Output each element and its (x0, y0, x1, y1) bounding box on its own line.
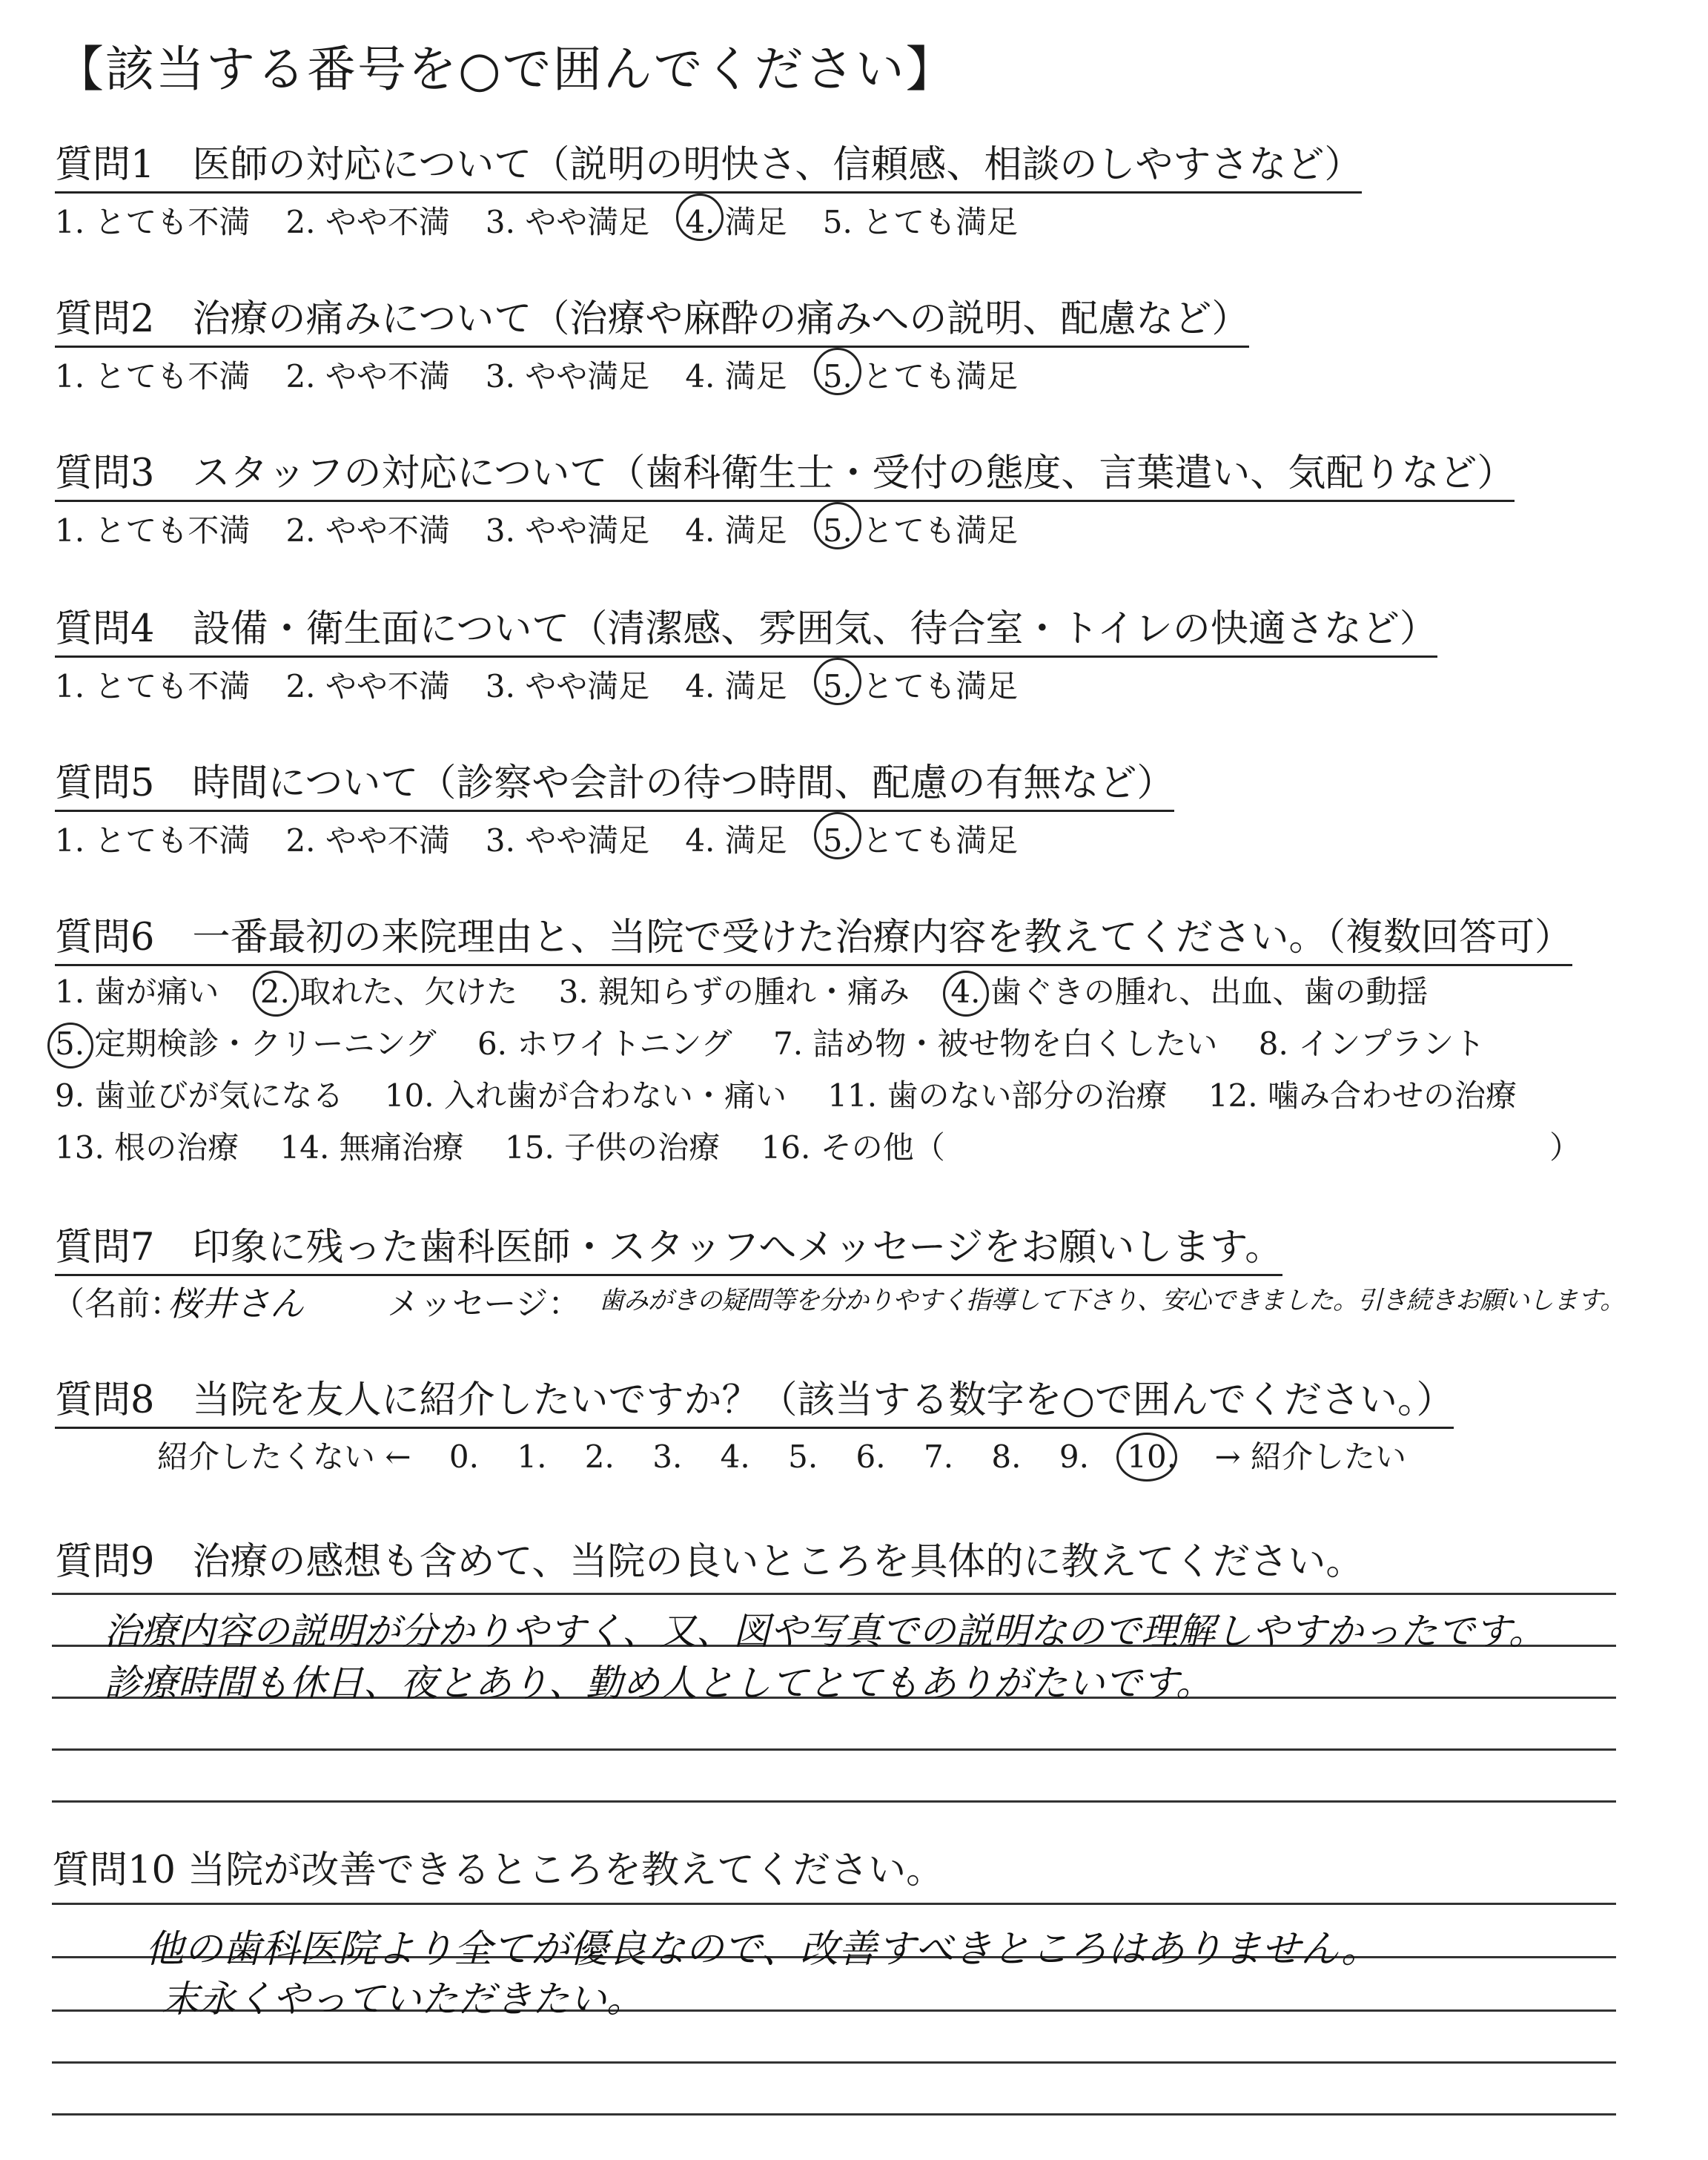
q3-option-4[interactable]: 4. 満足 (685, 512, 787, 549)
q6-row-4 (55, 1122, 1580, 1174)
q1-option-2[interactable]: 2. やや不満 (285, 204, 450, 240)
q8-scale-3[interactable]: 3. (652, 1439, 683, 1475)
question-1 (55, 133, 1362, 242)
question-4-title: 質問4 設備・衛生面について（清潔感、雰囲気、待合室・トイレの快適さなど） (55, 598, 1437, 658)
question-2 (55, 288, 1249, 397)
q9-answer-line-1[interactable]: 治療内容の説明が分かりやすく、又、図や写真での説明なので理解しやすかったです。 (104, 1610, 1546, 1653)
q6-option-14[interactable]: 14. 無痛治療 (279, 1129, 464, 1166)
q4-option-1[interactable]: 1. とても不満 (55, 668, 251, 704)
q3-option-5-selected[interactable]: 5. とても満足 (823, 506, 1018, 551)
q6-row-2 (55, 1018, 1580, 1070)
q7-name-value[interactable]: 桜井さん (168, 1284, 304, 1324)
q10-line-5 (52, 2113, 1616, 2116)
question-4-options (55, 662, 1437, 707)
q7-message-value[interactable]: 歯みがきの疑問等を分かりやすく指導して下さり、安心できました。引き続きお願いします。 (599, 1286, 1625, 1315)
q10-line-1 (52, 1903, 1616, 1905)
q6-row-1 (55, 966, 1580, 1018)
q5-option-3[interactable]: 3. やや満足 (485, 822, 650, 859)
q6-option-9[interactable]: 9. 歯並びが気になる (55, 1077, 344, 1114)
q8-scale (157, 1433, 1434, 1477)
question-1-options (55, 198, 1362, 242)
q6-option-15[interactable]: 15. 子供の治療 (505, 1129, 721, 1166)
q6-other-close-paren: ） (1549, 1129, 1581, 1166)
q9-line-4 (52, 1748, 1616, 1751)
q8-scale-7[interactable]: 7. (923, 1439, 954, 1475)
q5-option-4[interactable]: 4. 満足 (685, 822, 787, 859)
question-1-title: 質問1 医師の対応について（説明の明快さ、信頼感、相談のしやすさなど） (55, 133, 1362, 194)
q5-option-2[interactable]: 2. やや不満 (285, 822, 450, 859)
q4-option-3[interactable]: 3. やや満足 (485, 668, 650, 704)
q9-line-1 (52, 1593, 1616, 1595)
q6-option-11[interactable]: 11. 歯のない部分の治療 (827, 1077, 1168, 1114)
q8-left-label: 紹介したくない ← (157, 1439, 411, 1475)
q3-option-2[interactable]: 2. やや不満 (285, 512, 450, 549)
q1-option-3[interactable]: 3. やや満足 (485, 204, 650, 240)
q10-answer-line-1[interactable]: 他の歯科医院より全てが優良なので、改善すべきところはありません。 (145, 1927, 1380, 1972)
q6-row-3 (55, 1070, 1580, 1122)
q9-line-5 (52, 1800, 1616, 1803)
q10-answer-line-2[interactable]: 末永くやっていただきたい。 (162, 1978, 643, 2021)
q8-scale-5[interactable]: 5. (788, 1439, 818, 1475)
q6-option-2-selected[interactable]: 2. 取れた、欠けた (260, 966, 517, 1018)
q2-option-5-selected[interactable]: 5. とても満足 (823, 352, 1018, 397)
q1-option-1[interactable]: 1. とても不満 (55, 204, 251, 240)
q5-option-5-selected[interactable]: 5. とても満足 (823, 816, 1018, 861)
question-10-title: 質問10 当院が改善できるところを教えてください。 (52, 1849, 944, 1892)
question-6 (55, 906, 1580, 1174)
question-2-options (55, 352, 1249, 397)
q6-option-16[interactable]: 16. その他（ (761, 1129, 945, 1166)
q4-option-4[interactable]: 4. 満足 (685, 668, 787, 704)
q8-scale-9[interactable]: 9. (1059, 1439, 1089, 1475)
page-header: 【該当する番号を○で囲んでください】 (55, 41, 956, 98)
question-4 (55, 598, 1437, 707)
q2-option-3[interactable]: 3. やや満足 (485, 358, 650, 394)
question-7 (55, 1216, 1282, 1276)
q6-option-13[interactable]: 13. 根の治療 (55, 1129, 239, 1166)
q7-name-label: （名前： (52, 1285, 182, 1323)
q8-scale-1[interactable]: 1. (517, 1439, 547, 1475)
q8-scale-4[interactable]: 4. (720, 1439, 750, 1475)
q8-scale-8[interactable]: 8. (991, 1439, 1022, 1475)
q6-option-10[interactable]: 10. 入れ歯が合わない・痛い (384, 1077, 787, 1114)
q10-line-4 (52, 2061, 1616, 2064)
q3-option-1[interactable]: 1. とても不満 (55, 512, 251, 549)
q3-option-3[interactable]: 3. やや満足 (485, 512, 650, 549)
question-3-options (55, 506, 1515, 551)
question-5-options (55, 816, 1174, 861)
question-7-title: 質問7 印象に残った歯科医師・スタッフへメッセージをお願いします。 (55, 1216, 1282, 1276)
q2-option-1[interactable]: 1. とても不満 (55, 358, 251, 394)
q8-scale-0[interactable]: 0. (448, 1439, 479, 1475)
q6-option-4-selected[interactable]: 4. 歯ぐきの腫れ、出血、歯の動揺 (950, 966, 1428, 1018)
question-9-title: 質問9 治療の感想も含めて、当院の良いところを具体的に教えてください。 (55, 1540, 1364, 1584)
q4-option-5-selected[interactable]: 5. とても満足 (823, 662, 1018, 707)
q5-option-1[interactable]: 1. とても不満 (55, 822, 251, 859)
question-8 (55, 1369, 1454, 1429)
q6-option-7[interactable]: 7. 詰め物・被せ物を白くしたい (772, 1025, 1218, 1062)
question-5-title: 質問5 時間について（診察や会計の待つ時間、配慮の有無など） (55, 752, 1174, 812)
question-2-title: 質問2 治療の痛みについて（治療や麻酔の痛みへの説明、配慮など） (55, 288, 1249, 348)
q4-option-2[interactable]: 2. やや不満 (285, 668, 450, 704)
q2-option-4[interactable]: 4. 満足 (685, 358, 787, 394)
q6-option-3[interactable]: 3. 親知らずの腫れ・痛み (558, 974, 910, 1010)
q6-option-6[interactable]: 6. ホワイトニング (477, 1025, 732, 1062)
q9-answer-line-2[interactable]: 診療時間も休日、夜とあり、勤め人としてとてもありがたいです。 (104, 1662, 1213, 1705)
question-8-title: 質問8 当院を友人に紹介したいですか？（該当する数字を○で囲んでください。） (55, 1369, 1454, 1429)
q6-option-5-selected[interactable]: 5. 定期検診・クリーニング (55, 1018, 437, 1070)
q8-right-label: → 紹介したい (1214, 1439, 1406, 1475)
q8-scale-6[interactable]: 6. (855, 1439, 886, 1475)
q6-option-12[interactable]: 12. 噛み合わせの治療 (1208, 1077, 1517, 1114)
question-3-title: 質問3 スタッフの対応について（歯科衛生士・受付の態度、言葉遣い、気配りなど） (55, 442, 1515, 502)
q8-scale-10-selected[interactable]: 10. (1127, 1439, 1177, 1475)
q6-option-1[interactable]: 1. 歯が痛い (55, 974, 219, 1010)
question-3 (55, 442, 1515, 551)
q2-option-2[interactable]: 2. やや不満 (285, 358, 450, 394)
q1-option-5[interactable]: 5. とても満足 (822, 204, 1019, 240)
question-6-title: 質問6 一番最初の来院理由と、当院で受けた治療内容を教えてください。（複数回答可） (55, 906, 1572, 966)
question-5 (55, 752, 1174, 861)
q1-option-4-selected[interactable]: 4. 満足 (685, 198, 787, 242)
q6-option-8[interactable]: 8. インプラント (1258, 1025, 1486, 1062)
q8-scale-2[interactable]: 2. (584, 1439, 615, 1475)
q7-message-label: メッセージ： (387, 1285, 581, 1323)
